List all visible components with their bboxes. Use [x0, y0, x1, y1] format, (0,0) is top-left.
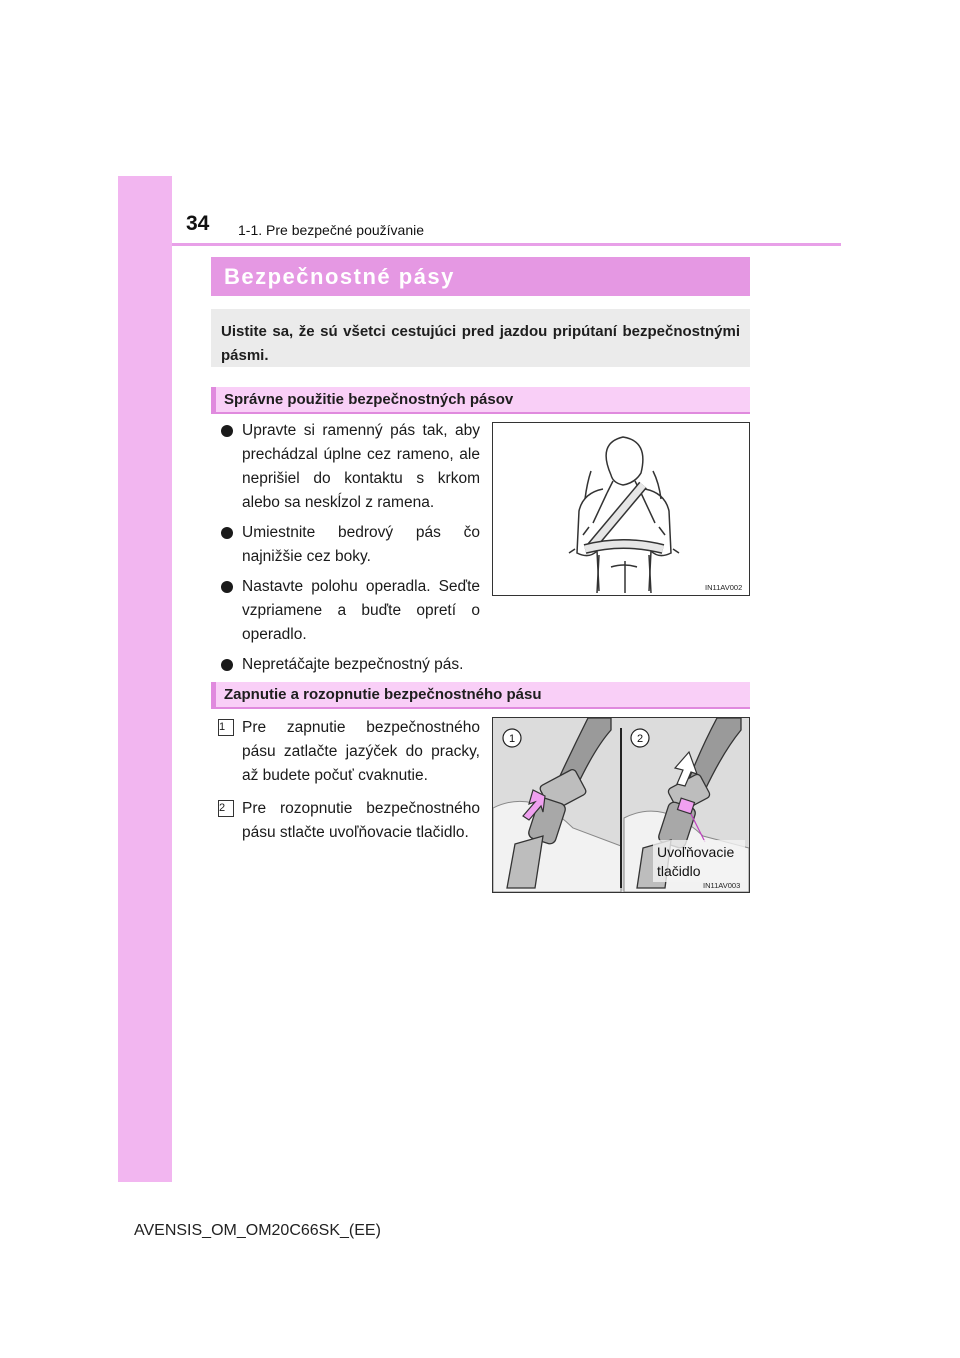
step-text: Pre rozopnutie bezpečnostného pásu stlačte uvoľňovacie tlačidlo. — [242, 800, 480, 841]
step-number-2: 2 — [218, 800, 234, 817]
bullet-text: Upravte si ramenný pás tak, aby prechádzal úplne cez rameno, ale neprišiel do kontaktu s krkom alebo sa neskĺzol z ramena. — [242, 422, 480, 511]
list-item — [218, 653, 480, 677]
callout-line-1: Uvoľňovacie — [657, 844, 735, 860]
bullet-text: Nastavte polohu operadla. Seďte vzpriamene a buďte opretí o operadlo. — [242, 578, 480, 643]
step-text: Pre zapnutie bezpečnostného pásu zatlačte jazýček do pracky, až budete počuť cvaknutie. — [242, 719, 480, 784]
figure-seated-passenger — [492, 422, 750, 596]
buckle-illustration — [493, 718, 749, 892]
bullet-icon — [221, 581, 233, 593]
figure-code: IN11AV003 — [703, 881, 741, 890]
figure-buckle — [492, 717, 750, 893]
list-item — [218, 797, 480, 845]
seated-passenger-illustration — [493, 423, 749, 595]
list-item — [218, 716, 480, 788]
bullet-icon — [221, 659, 233, 671]
step-number-1: 1 — [218, 719, 234, 736]
bullet-icon — [221, 527, 233, 539]
header-rule — [172, 243, 841, 246]
panel-label-2: 2 — [636, 733, 644, 745]
buckle-step-list — [218, 716, 480, 854]
list-item — [218, 521, 480, 569]
page-number: 34 — [186, 212, 210, 235]
page-title: Bezpečnostné pásy — [211, 257, 750, 296]
side-color-band — [118, 176, 172, 1182]
usage-bullet-list — [218, 419, 480, 683]
bullet-text: Nepretáčajte bezpečnostný pás. — [242, 656, 464, 673]
section-label: 1-1. Pre bezpečné používanie — [238, 222, 425, 238]
intro-box: Uistite sa, že sú všetci cestujúci pred jazdou pripútaní bezpečnostnými pásmi. — [211, 309, 750, 367]
callout-line-2: tlačidlo — [657, 863, 701, 879]
list-item — [218, 419, 480, 515]
subheading-buckle: Zapnutie a rozopnutie bezpečnostného pásu — [211, 682, 750, 709]
subheading-usage: Správne použitie bezpečnostných pásov — [211, 387, 750, 414]
figure-code: IN11AV002 — [705, 583, 743, 592]
panel-label-1: 1 — [508, 733, 516, 745]
list-item — [218, 575, 480, 647]
bullet-text: Umiestnite bedrový pás čo najnižšie cez boky. — [242, 524, 480, 565]
footer-doc-code: AVENSIS_OM_OM20C66SK_(EE) — [134, 1222, 381, 1239]
bullet-icon — [221, 425, 233, 437]
